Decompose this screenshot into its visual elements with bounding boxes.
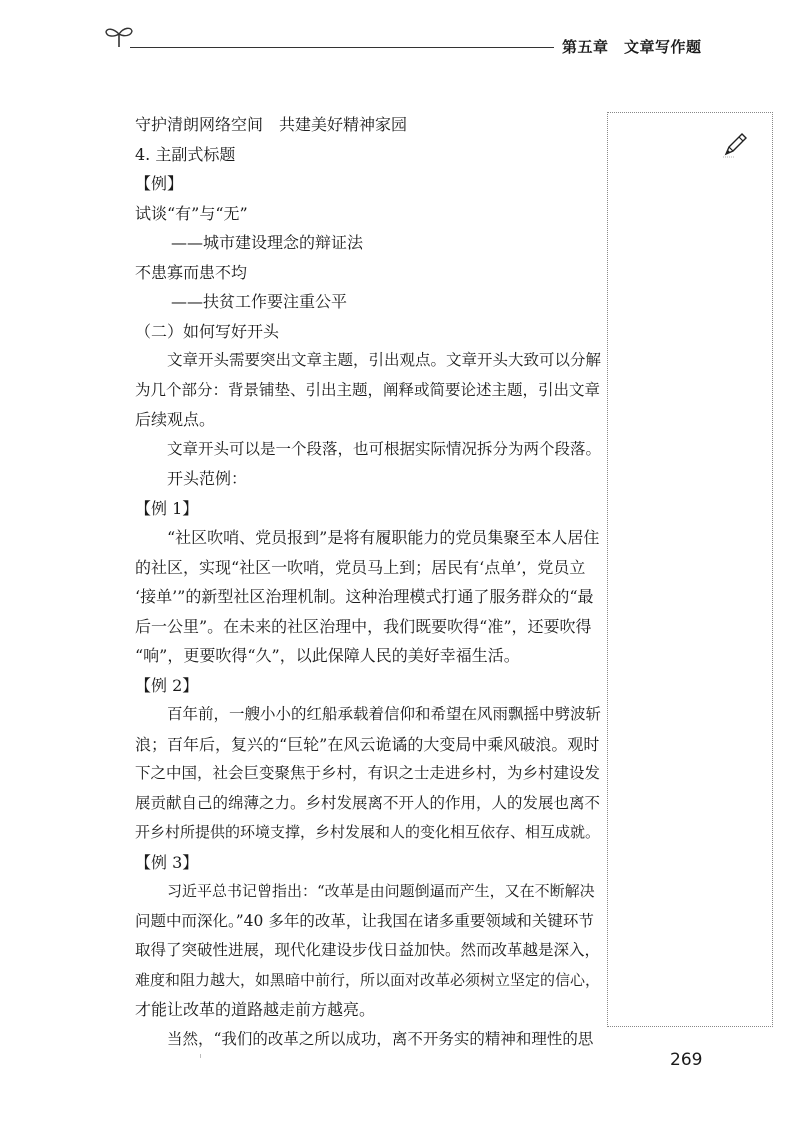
header-rule bbox=[130, 47, 554, 48]
text-line: 不患寡而患不均 bbox=[135, 262, 248, 282]
example-label: 【例 2】 bbox=[135, 675, 199, 695]
pencil-icon bbox=[720, 130, 750, 160]
chapter-title: 第五章 文章写作题 bbox=[562, 38, 702, 56]
paragraph-line: “社区吹哨、党员报到”是将有履职能力的党员集聚至本人居住 bbox=[167, 528, 600, 547]
scan-mark bbox=[200, 1054, 201, 1058]
paragraph-line: 取得了突破性进展，现代化建设步伐日益加快。然而改革越是深入， bbox=[135, 941, 601, 959]
paragraph-line: 展贡献自己的绵薄之力。乡村发展离不开人的作用，人的发展也离不 bbox=[135, 793, 601, 812]
text-line: 守护清朗网络空间 共建美好精神家园 bbox=[135, 115, 408, 134]
paragraph-line: 后续观点。 bbox=[135, 410, 216, 429]
paragraph-line: 才能让改革的道路越走前方越亮。 bbox=[135, 1000, 376, 1019]
page-number: 269 bbox=[670, 1050, 703, 1070]
paragraph-line: 百年前，一艘小小的红船承载着信仰和希望在风雨飘摇中劈波斩 bbox=[167, 705, 602, 723]
paragraph-line: 文章开头可以是一个段落，也可根据实际情况拆分为两个段落。 bbox=[167, 439, 602, 458]
paragraph-line: “响”，更要吹得“久”，以此保障人民的美好幸福生活。 bbox=[135, 646, 520, 665]
paragraph-line: 的社区，实现“社区一吹哨，党员马上到；居民有‘点单’，党员立 bbox=[135, 557, 586, 577]
example-label: 【例 3】 bbox=[135, 852, 199, 872]
paragraph-line: 问题中而深化。”40 多年的改革，让我国在诸多重要领域和关键环节 bbox=[135, 911, 594, 930]
example-label: 【例】 bbox=[135, 174, 184, 193]
subtitle-line: ——扶贫工作要注重公平 bbox=[171, 292, 348, 311]
paragraph-line: 下之中国，社会巨变聚焦于乡村，有识之士走进乡村，为乡村建设发 bbox=[135, 764, 601, 782]
page-body bbox=[135, 110, 603, 1054]
paragraph-line: 难度和阻力越大，如黑暗中前行，所以面对改革必须树立坚定的信心， bbox=[135, 970, 601, 989]
text-line: 试谈“有”与“无” bbox=[135, 203, 248, 223]
paragraph-line: 开乡村所提供的环境支撑，乡村发展和人的变化相互依存、相互成就。 bbox=[135, 823, 601, 841]
paragraph-line: 浪；百年后，复兴的“巨轮”在风云诡谲的大变局中乘风破浪。观时 bbox=[135, 734, 600, 754]
paragraph-line: 后一公里”。在未来的社区治理中，我们既要吹得“准”，还要吹得 bbox=[135, 616, 592, 636]
paragraph-line: 开头范例： bbox=[167, 469, 248, 488]
paragraph-line: 文章开头需要突出文章主题，引出观点。文章开头大致可以分解 bbox=[167, 351, 602, 369]
paragraph-line: ‘接单’”的新型社区治理机制。这种治理模式打通了服务群众的“最 bbox=[135, 587, 594, 606]
section-heading: （二）如何写好开头 bbox=[135, 321, 280, 341]
subtitle-line: ——城市建设理念的辩证法 bbox=[171, 233, 364, 252]
paragraph-line: 当然，“我们的改革之所以成功，离不开务实的精神和理性的思 bbox=[167, 1029, 594, 1048]
notes-margin-box bbox=[607, 112, 773, 1027]
paragraph-line: 为几个部分：背景铺垫、引出主题，阐释或简要论述主题，引出文章 bbox=[135, 380, 601, 399]
example-label: 【例 1】 bbox=[135, 498, 199, 518]
paragraph-line: 习近平总书记曾指出：“改革是由问题倒逼而产生，又在不断解决 bbox=[167, 882, 595, 900]
sprout-icon bbox=[104, 24, 134, 48]
section-heading: 4. 主副式标题 bbox=[135, 144, 236, 164]
